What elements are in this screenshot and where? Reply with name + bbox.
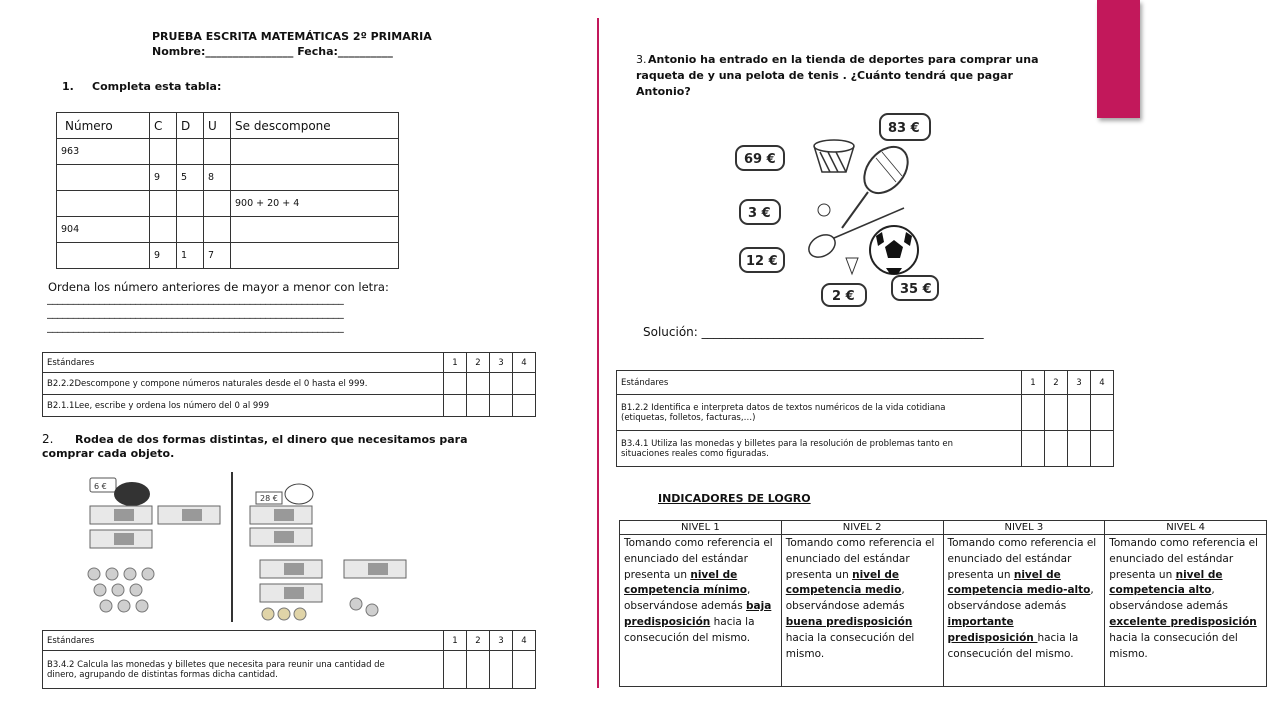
score-header: 1 [1022,371,1045,395]
price-12: 12 € [746,254,778,269]
cell[interactable] [150,217,177,243]
cell[interactable]: 7 [204,243,231,269]
table-row [57,243,399,269]
standards-table-1 [42,352,536,417]
standard-text: B2.2.2Descompone y compone números naturales desde el 0 hasta el 999. [43,373,444,395]
score-header: 3 [490,353,513,373]
solution-line[interactable]: Solución: _______________________________________________ [643,325,984,339]
indicators-table [619,520,1267,687]
answer-line[interactable]: _________________________________________________________ [47,320,344,333]
score-cell[interactable] [1022,431,1045,467]
col-d: D [177,113,204,139]
cell[interactable] [150,191,177,217]
score-header: 4 [513,631,536,651]
score-cell[interactable] [513,373,536,395]
price-35: 35 € [900,282,932,297]
standard-text: B2.1.1Lee, escribe y ordena los número del 0 al 999 [43,395,444,417]
cell[interactable]: 1 [177,243,204,269]
cell[interactable] [204,217,231,243]
accent-bar [1097,0,1140,118]
level-header: NIVEL 1 [620,521,782,535]
score-cell[interactable] [1068,431,1091,467]
q3-number: 3. [636,53,647,66]
score-cell[interactable] [1068,395,1091,431]
col-numero: Número [57,113,150,139]
table-row [620,535,1267,687]
order-prompt: Ordena los número anteriores de mayor a menor con letra: [48,280,389,294]
score-cell[interactable] [513,651,536,689]
price-83: 83 € [888,121,920,136]
cell[interactable] [57,165,150,191]
score-header: 4 [513,353,536,373]
cell[interactable]: 9 [150,165,177,191]
level-header: NIVEL 4 [1105,521,1267,535]
standard-text: B3.4.1 Utiliza las monedas y billetes para la resolución de problemas tanto en situaciones reales como figuradas. [617,431,1022,467]
cell[interactable] [231,243,399,269]
score-header: 4 [1091,371,1114,395]
col-u: U [204,113,231,139]
standard-text: B1.2.2 Identifica e interpreta datos de textos numéricos de la vida cotidiana (etiquetas, folletos, facturas,…) [617,395,1022,431]
exam-title: PRUEBA ESCRITA MATEMÁTICAS 2º PRIMARIA [152,30,432,43]
score-cell[interactable] [1022,395,1045,431]
table-row [57,217,399,243]
score-cell[interactable] [490,395,513,417]
score-cell[interactable] [467,651,490,689]
cell[interactable]: 904 [57,217,150,243]
standards-table-3 [616,370,1114,467]
cell[interactable] [177,191,204,217]
cell[interactable] [150,139,177,165]
cell[interactable] [57,191,150,217]
cell[interactable] [231,165,399,191]
sports-illustration [726,108,958,308]
cell[interactable]: 5 [177,165,204,191]
level-4-description: Tomando como referencia el enunciado del estándar presenta un nivel de competencia alto, observándose además excelente predisposición hacia la consecución del mismo. [1105,535,1267,687]
score-cell[interactable] [444,373,467,395]
helmet-icon [114,482,150,506]
col-c: C [150,113,177,139]
money-drawing [84,472,524,622]
level-header: NIVEL 2 [781,521,943,535]
cell[interactable] [177,217,204,243]
q1-number: 1. [62,80,74,93]
price-tag-1: 6 € [94,482,107,491]
answer-line[interactable]: _________________________________________________________ [47,306,344,319]
score-cell[interactable] [444,651,467,689]
money-illustration [84,472,524,622]
table-row [43,373,536,395]
score-cell[interactable] [1091,395,1114,431]
score-cell[interactable] [1091,431,1114,467]
basket-icon [814,140,854,172]
score-header: 2 [467,631,490,651]
score-header: 2 [467,353,490,373]
price-2: 2 € [832,289,855,304]
table-row [43,395,536,417]
price-3: 3 € [748,206,771,221]
cell[interactable] [231,139,399,165]
table-row [57,139,399,165]
score-cell[interactable] [1045,431,1068,467]
cell[interactable]: 8 [204,165,231,191]
cell[interactable]: 9 [150,243,177,269]
page-divider [597,18,599,688]
standards-header: Estándares [43,631,444,651]
number-table [56,112,399,269]
soccer-ball-icon [870,226,918,274]
cell[interactable]: 963 [57,139,150,165]
table-row [617,395,1114,431]
sports-drawing [726,108,958,308]
score-cell[interactable] [490,651,513,689]
level-1-description: Tomando como referencia el enunciado del estándar presenta un nivel de competencia mínimo, observándose además baja predisposición hacia la consecución del mismo. [620,535,782,687]
table-row [57,191,399,217]
score-header: 1 [444,353,467,373]
level-header: NIVEL 3 [943,521,1105,535]
table-row [43,651,536,689]
score-header: 2 [1045,371,1068,395]
price-69: 69 € [744,152,776,167]
score-cell[interactable] [1045,395,1068,431]
racket-icon [285,484,313,504]
cell[interactable] [177,139,204,165]
score-cell[interactable] [513,395,536,417]
score-cell[interactable] [467,373,490,395]
cell[interactable]: 900 + 20 + 4 [231,191,399,217]
name-date-line: Nombre:________________ Fecha:__________ [152,45,393,58]
q2-number: 2. [42,432,54,446]
col-descompone: Se descompone [231,113,399,139]
cell[interactable] [231,217,399,243]
level-2-description: Tomando como referencia el enunciado del estándar presenta un nivel de competencia medio, observándose además buena predisposición hacia la consecución del mismo. [781,535,943,687]
q2-title: Rodea de dos formas distintas, el dinero que necesitamos para comprar cada objeto. [42,433,468,460]
cell[interactable] [204,191,231,217]
standard-text: B3.4.2 Calcula las monedas y billetes que necesita para reunir una cantidad de dinero, agrupando de distintas formas dicha cantidad. [43,651,444,689]
price-tag-2: 28 € [260,494,278,503]
level-3-description: Tomando como referencia el enunciado del estándar presenta un nivel de competencia medio-alto, observándose además importante predisposición hacia la consecución del mismo. [943,535,1105,687]
score-header: 1 [444,631,467,651]
q1-title: Completa esta tabla: [92,80,222,93]
standards-header: Estándares [43,353,444,373]
coin-icons [88,568,154,612]
tennis-ball-icon [818,204,830,216]
answer-line[interactable]: _________________________________________________________ [47,292,344,305]
order-answer-lines[interactable] [47,292,467,334]
table-row [617,431,1114,467]
shuttlecock-icon [846,258,858,274]
table-row [57,165,399,191]
score-cell[interactable] [467,395,490,417]
tennis-racket-icon [842,139,917,228]
score-header: 3 [1068,371,1091,395]
standards-header: Estándares [617,371,1022,395]
standards-table-2 [42,630,536,689]
score-cell[interactable] [444,395,467,417]
cell[interactable] [57,243,150,269]
score-header: 3 [490,631,513,651]
score-cell[interactable] [490,373,513,395]
q3-title: Antonio ha entrado en la tienda de deportes para comprar una raqueta de y una pelota de tenis . ¿Cuánto tendrá que pagar Antonio? [636,53,1039,98]
indicators-title: INDICADORES DE LOGRO [658,492,811,505]
cell[interactable] [204,139,231,165]
